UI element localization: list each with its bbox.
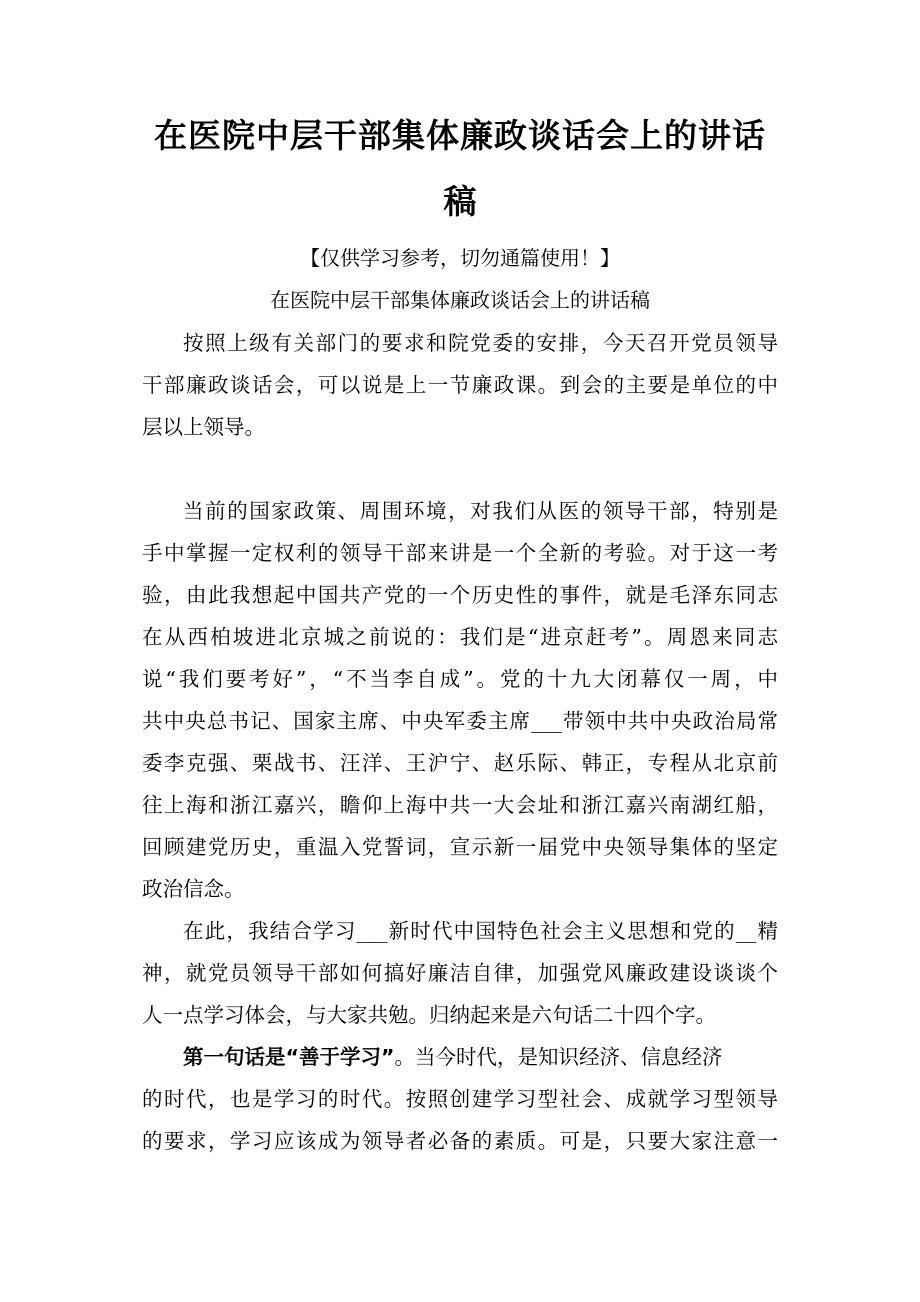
- para1-line-1: 按照上级有关部门的要求和院党委的安排，今天召开党员领导: [183, 331, 778, 355]
- para1-line-3: 层以上领导。: [142, 415, 265, 439]
- para2-line-2: 手中掌握一定权利的领导干部来讲是一个全新的考验。对于这一考: [142, 541, 778, 565]
- para2-line-6: 共中央总书记、国家主席、中央军委主席___带领中共中央政治局常: [142, 709, 778, 733]
- para4-line-3: 的要求，学习应该成为领导者必备的素质。可是，只要大家注意一: [142, 1129, 778, 1153]
- para2-line-10: 政治信念。: [142, 877, 245, 901]
- para2-line-4: 在从西柏坡进北京城之前说的：我们是“进京赶考”。周恩来同志: [142, 625, 778, 649]
- usage-notice: 【仅供学习参考，切勿通篇使用！】: [300, 246, 620, 270]
- para2-line-7: 委李克强、栗战书、汪洋、王沪宁、赵乐际、韩正，专程从北京前: [142, 751, 778, 775]
- document-title-line-1: 在医院中层干部集体廉政谈话会上的讲话: [154, 116, 766, 155]
- para4-line-1-rest: 。当今时代，是知识经济、信息经济: [394, 1045, 723, 1069]
- para4-heading: 第一句话是“善于学习”: [183, 1045, 395, 1069]
- para2-line-3: 验，由此我想起中国共产党的一个历史性的事件，就是毛泽东同志: [142, 583, 778, 607]
- document-subtitle: 在医院中层干部集体廉政谈话会上的讲话稿: [270, 288, 650, 312]
- para1-line-2: 干部廉政谈话会，可以说是上一节廉政课。到会的主要是单位的中: [142, 373, 778, 397]
- para3-line-2: 神，就党员领导干部如何搞好廉洁自律，加强党风廉政建设谈谈个: [142, 961, 778, 985]
- para2-line-9: 回顾建党历史，重温入党誓词，宣示新一届党中央领导集体的坚定: [142, 835, 778, 859]
- para2-line-8: 往上海和浙江嘉兴，瞻仰上海中共一大会址和浙江嘉兴南湖红船，: [142, 793, 778, 817]
- para3-line-3: 人一点学习体会，与大家共勉。归纳起来是六句话二十四个字。: [142, 1003, 716, 1027]
- para4-line-1: [183, 1042, 778, 1072]
- para4-line-2: 的时代，也是学习的时代。按照创建学习型社会、成就学习型领导: [142, 1087, 778, 1111]
- para3-line-1: 在此，我结合学习___新时代中国特色社会主义思想和党的__精: [183, 919, 778, 943]
- document-title-line-2: 稿: [443, 182, 477, 221]
- para2-line-5: 说“我们要考好”，“不当李自成”。党的十九大闭幕仅一周，中: [142, 667, 778, 691]
- para2-line-1: 当前的国家政策、周围环境，对我们从医的领导干部，特别是: [183, 499, 778, 523]
